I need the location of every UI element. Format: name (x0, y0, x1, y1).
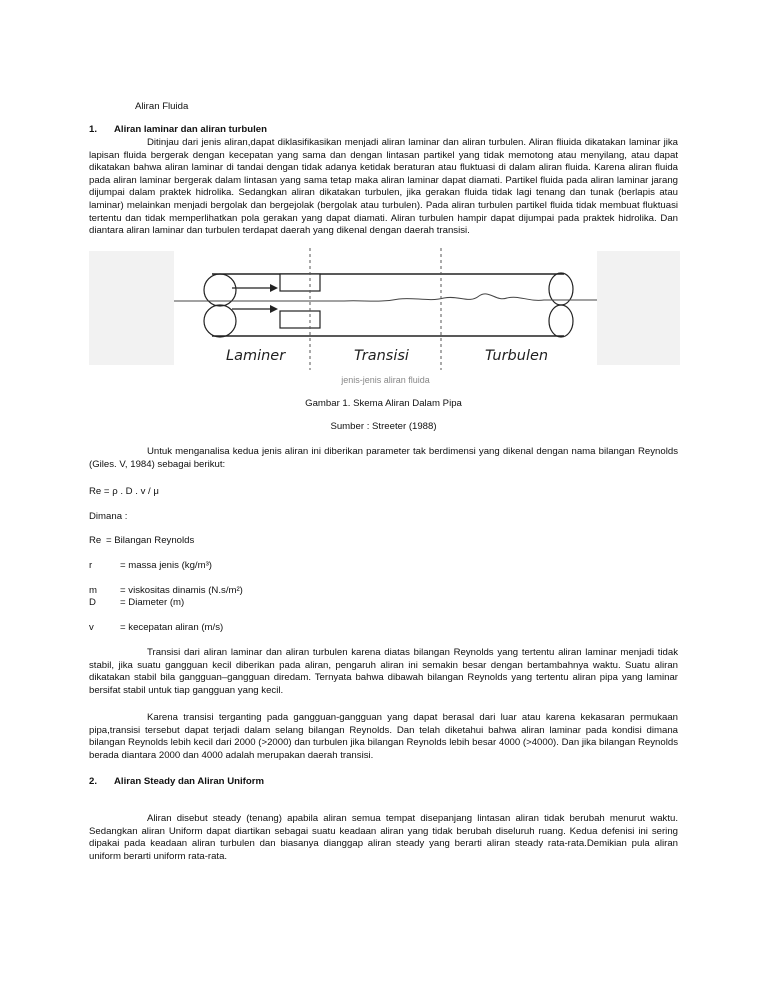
section-2-paragraph-text: Aliran disebut steady (tenang) apabila aliran semua tempat disepanjang lintasan aliran tidak berubah menurut waktu. Sedangkan aliran Uniform dapat diartikan sebagai suatu keadaan aliran yang tidak berubah diseluruh ruang. Kedua defenisi ini sering dipakai pada keadaan aliran turbulen dan biasanya dianggap aliran steady yang berarti aliran steady rata-rata.Demikian pula aliran uniform berarti uniform rata-rata. (89, 813, 678, 862)
dimana-label: Dimana : (89, 511, 128, 522)
pipe-right-end-bottom (549, 305, 573, 337)
definition-symbol: D (89, 597, 96, 608)
label-turbulen: Turbulen (485, 348, 549, 364)
reynolds-intro-paragraph (89, 446, 678, 471)
pipe-flow-diagram (174, 246, 597, 372)
definition-symbol: Re (89, 535, 102, 546)
inlet-block-top (280, 274, 320, 291)
section-1-paragraph-text: Ditinjau dari jenis aliran,dapat diklasifikasikan menjadi aliran laminar dan aliran turbulen. Aliran fliuida dikatakan laminar jika lapisan fluida bergerak dengan kecepatan yang sama dan dengan lintasan partikel yang tidak memotong atau menyilang, atau dapat dikatakan bahwa aliran laminar di tandai dengan tidak adanya ketidak beraturan atau fluktuasi di dalam aliran fluida. Karena aliran fluida pada aliran laminar bergerak dalam lintasan yang sama tetap maka aliran laminar dapat diamati. Partikel fluida pada aliran laminar jarang dijumpai dalam praktek hidrolika. Sedangkan aliran dikatakan turbulen, jika gerakan fluida tidak lagi tenang dan tunak (berlapis atau laminar) melainkan menjadi bergolak dan bergejolak (bergolak atau turbulen). Pada aliran turbulen partikel fluida tidak membuat fluktuasi tertentu dan tidak memperlihatkan pola gerakan yang dapat diamati. Aliran turbulen hampir dapat dijumpai pada praktek hidrolika. Dan diantara aliran laminar dan turbulen terdapat daerah yang dikenal dengan daerah transisi. (89, 137, 678, 237)
transisi-paragraph (89, 647, 678, 697)
definition-text: = Bilangan Reynolds (106, 535, 195, 546)
definition-text: = viskositas dinamis (N.s/m²) (120, 585, 243, 596)
definition-symbol: m (89, 585, 97, 596)
inlet-block-bottom (280, 311, 320, 328)
reynolds-formula: Re = ρ . D . v / μ (89, 486, 159, 497)
figure-caption: Gambar 1. Skema Aliran Dalam Pipa (305, 398, 462, 409)
section-1-heading: Aliran laminar dan aliran turbulen (114, 124, 267, 135)
definition-text: = kecepatan aliran (m/s) (120, 622, 224, 633)
section-2-number: 2. (89, 776, 98, 787)
figure-subtitle: jenis-jenis aliran fluida (341, 375, 430, 385)
karena-paragraph (89, 712, 678, 762)
section-2-paragraph (89, 813, 678, 863)
figure-source: Sumber : Streeter (1988) (330, 421, 437, 432)
label-laminer: Laminer (226, 348, 286, 364)
pipe-left-end-bottom (204, 305, 236, 337)
definition-text: = massa jenis (kg/m³) (120, 560, 212, 571)
transisi-paragraph-text: Transisi dari aliran laminar dan aliran turbulen karena diatas bilangan Reynolds yang tertentu aliran laminar menjadi tidak stabil, jika suatu gangguan kecil diberikan pada aliran, pengaruh aliran ini semakin besar dengan bertambahnya waktu. Suatu aliran dikatakan stabil bila gangguan–gangguan diredam. Ternyata bahwa dibawah bilangan Reynolds yang tertentu aliran pipa yang laminar bersifat stabil untuk tiap gangguan yang kecil. (89, 647, 678, 696)
label-transisi: Transisi (354, 348, 409, 364)
section-1-number: 1. (89, 124, 98, 135)
flow-arrow-bottom-head (270, 305, 278, 313)
definition-text: = Diameter (m) (120, 597, 185, 608)
karena-paragraph-text: Karena transisi terganting pada gangguan-gangguan yang dapat berasal dari luar atau karena kekasaran permukaan pipa,transisi tersebut dapat terjadi dalam selang bilangan Reynolds. Dan telah diketahui bahwa aliran laminar pada kondisi dimana bilangan Reynolds lebih kecil dari 2000 (>2000) dan turbulen jika bilangan Reynolds lebih besar 4000 (>4000). Dan jika bilangan Reynolds berada diantara 2000 dan 4000 adalah merupakan daerah transisi. (89, 712, 678, 761)
figure-background-left (89, 251, 174, 365)
section-2-heading: Aliran Steady dan Aliran Uniform (114, 776, 264, 787)
dye-streak-turbulent (344, 294, 597, 301)
document-title: Aliran Fluida (135, 101, 189, 112)
section-1-paragraph (89, 137, 678, 238)
definition-symbol: v (89, 622, 94, 633)
definition-symbol: r (89, 560, 93, 571)
figure-background-right (597, 251, 680, 365)
reynolds-intro-text: Untuk menganalisa kedua jenis aliran ini diberikan parameter tak berdimensi yang dikenal dengan nama bilangan Reynolds (Giles. V, 1984) sebagai berikut: (89, 446, 678, 470)
flow-arrow-top-head (270, 284, 278, 292)
